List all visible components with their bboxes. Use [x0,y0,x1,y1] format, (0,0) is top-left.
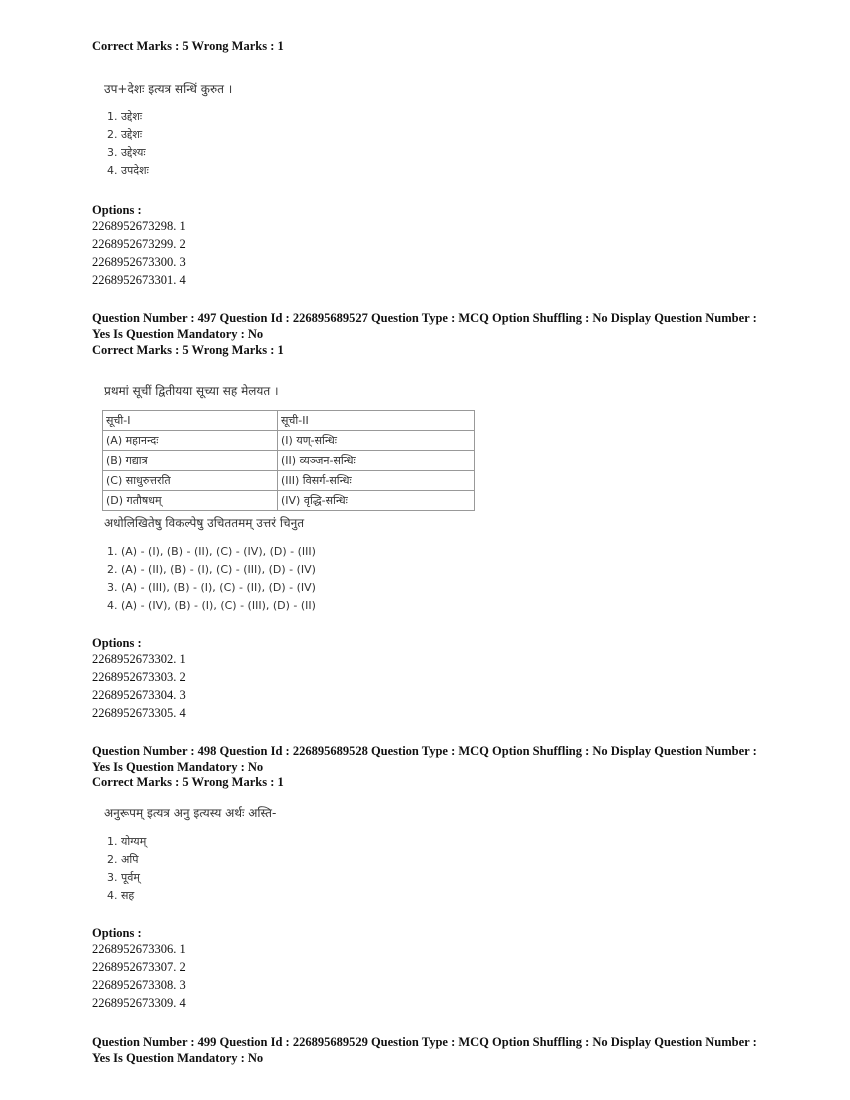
table-cell: (I) यण्-सन्धिः [278,431,475,451]
table-cell: सूची-II [278,411,475,431]
choice-item: 1. उद्देशः [107,110,143,123]
question-text: अनुरूपम् इत्यत्र अनु इत्यस्य अर्थः अस्ति- [104,806,277,820]
option-line: 2268952673298. 1 [92,219,186,233]
table-row [103,471,475,491]
table-caption: अधोलिखितेषु विकल्पेषु उचिततमम् उत्तरं चिनुत [104,516,305,530]
table-cell: (D) गतौषधम् [103,491,278,511]
question-header: Question Number : 498 Question Id : 226895689528 Question Type : MCQ Option Shuffling : No Display Question Number : Yes Is Question Mandatory : No [92,744,757,774]
choice-item: 2. अपि [107,853,139,866]
table-cell: (A) महानन्दः [103,431,278,451]
options-label: Options : [92,636,142,650]
match-table [102,410,475,511]
choice-item: 1. योग्यम् [107,835,147,848]
table-row [103,431,475,451]
option-line: 2268952673304. 3 [92,688,186,702]
option-line: 2268952673305. 4 [92,706,186,720]
option-list [92,940,186,1012]
table-row [103,451,475,471]
option-line: 2268952673308. 3 [92,978,186,992]
choice-item: 3. पूर्वम् [107,871,140,884]
marks-line: Correct Marks : 5 Wrong Marks : 1 [92,775,284,789]
choice-item: 2. उद्देशः [107,128,143,141]
option-line: 2268952673306. 1 [92,942,186,956]
table-cell: सूची-I [103,411,278,431]
marks-line: Correct Marks : 5 Wrong Marks : 1 [92,343,284,357]
option-list [92,217,186,289]
table-cell: (IV) वृद्धि-सन्धिः [278,491,475,511]
option-list [92,650,186,722]
choice-item: 4. उपदेशः [107,164,149,177]
choice-list [107,833,146,905]
option-line: 2268952673303. 2 [92,670,186,684]
option-line: 2268952673300. 3 [92,255,186,269]
choice-list [107,543,316,615]
option-line: 2268952673299. 2 [92,237,186,251]
table-cell: (III) विसर्ग-सन्धिः [278,471,475,491]
option-line: 2268952673307. 2 [92,960,186,974]
choice-item: 4. सह [107,889,135,902]
marks-line: Correct Marks : 5 Wrong Marks : 1 [92,39,284,53]
question-header: Question Number : 497 Question Id : 226895689527 Question Type : MCQ Option Shuffling : No Display Question Number : Yes Is Question Mandatory : No [92,311,757,341]
choice-item: 3. उद्देश्यः [107,146,146,159]
question-text: प्रथमां सूचीं द्वितीयया सूच्या सह मेलयत । [104,384,279,398]
option-line: 2268952673309. 4 [92,996,186,1010]
option-line: 2268952673302. 1 [92,652,186,666]
choice-list [107,108,149,180]
table-cell: (II) व्यञ्जन-सन्धिः [278,451,475,471]
table-cell: (C) साधुरुत्तरति [103,471,278,491]
options-label: Options : [92,203,142,217]
option-line: 2268952673301. 4 [92,273,186,287]
table-cell: (B) गद्यात्र [103,451,278,471]
question-header: Question Number : 499 Question Id : 226895689529 Question Type : MCQ Option Shuffling : No Display Question Number : Yes Is Question Mandatory : No [92,1035,757,1065]
choice-item: 1. (A) - (I), (B) - (II), (C) - (IV), (D) - (III) [107,545,316,558]
choice-item: 3. (A) - (III), (B) - (I), (C) - (II), (D) - (IV) [107,581,316,594]
options-label: Options : [92,926,142,940]
choice-item: 2. (A) - (II), (B) - (I), (C) - (III), (D) - (IV) [107,563,316,576]
question-text: उप+देशः इत्यत्र सन्धिं कुरुत । [104,82,233,96]
table-row [103,491,475,511]
table-row [103,411,475,431]
choice-item: 4. (A) - (IV), (B) - (I), (C) - (III), (D) - (II) [107,599,316,612]
